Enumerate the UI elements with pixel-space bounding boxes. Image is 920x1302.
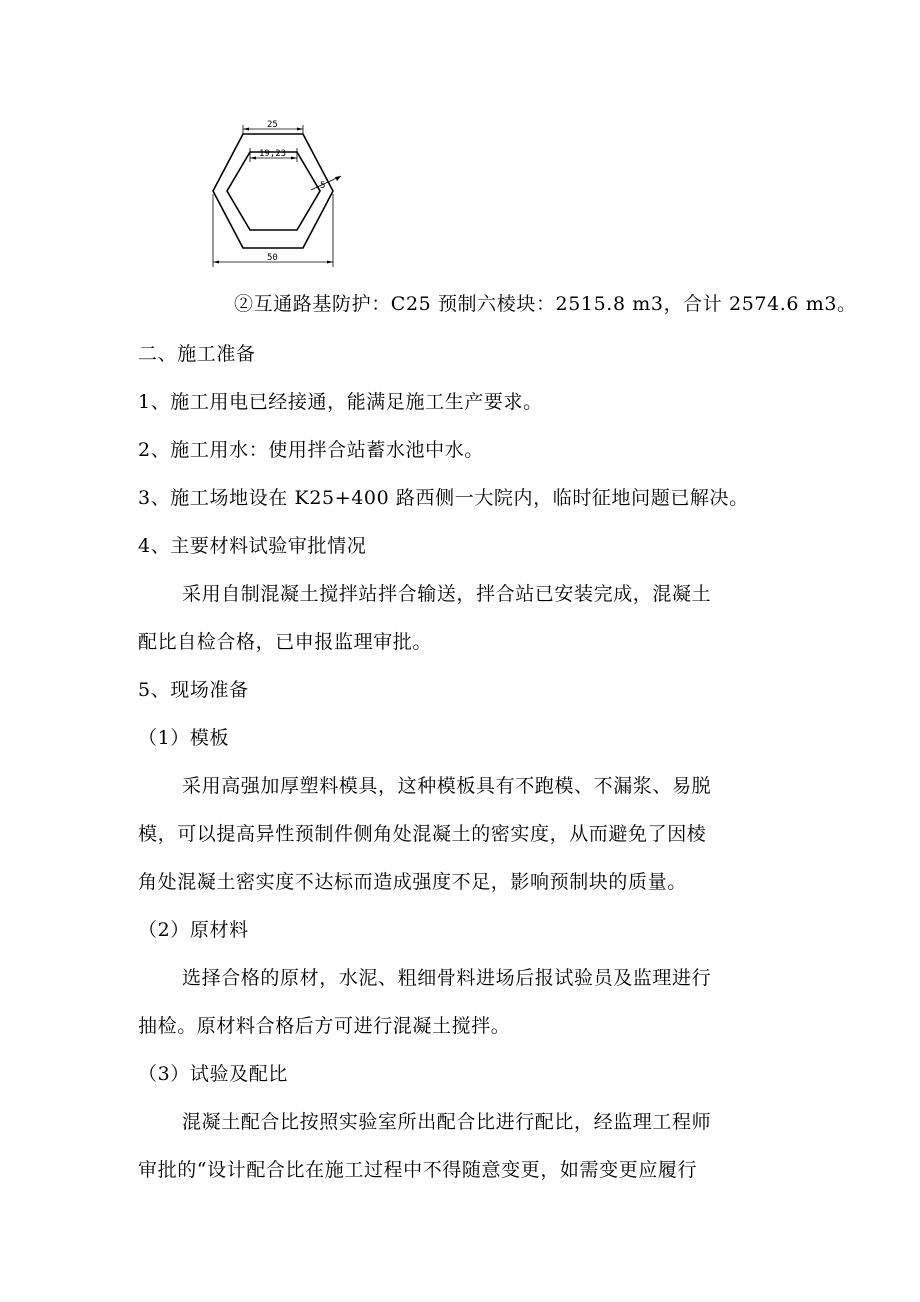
dim-bottom-arrow-left [213,261,219,264]
paragraph-line: 采用自制混凝土搅拌站拌合输送，拌合站已安装完成，混凝土 [182,583,712,605]
dim-top-arrow-right [297,128,303,131]
paragraph-line: 配比自检合格，已申报监理审批。 [138,631,433,653]
dim-inner-arrow-right [291,157,297,160]
dim-inner-label: 19,23 [259,149,287,159]
hexagon-block-drawing [205,112,350,272]
list-item-5: 5、现场准备 [138,679,249,701]
list-item-2: 2、施工用水：使用拌合站蓄水池中水。 [138,439,484,461]
paragraph-line: 抽检。原材料合格后方可进行混凝土搅拌。 [138,1015,511,1037]
subheading-3: （3）试验及配比 [138,1063,288,1085]
dim-top-arrow-left [243,128,249,131]
subheading-1: （1）模板 [138,727,230,749]
paragraph-line: 采用高强加厚塑料模具，这种模板具有不跑模、不漏浆、易脱 [182,775,712,797]
figure-caption: ②互通路基防护：C25 预制六棱块：2515.8 m3，合计 2574.6 m3。 [234,293,857,315]
dim-inner-arrow-left [250,157,256,160]
dim-bottom-arrow-right [327,261,333,264]
hexagon-drawing-svg [205,112,350,272]
subheading-2: （2）原材料 [138,919,249,941]
list-item-4: 4、主要材料试验审批情况 [138,535,367,557]
paragraph-line: 角处混凝土密实度不达标而造成强度不足，影响预制块的质量。 [138,871,687,893]
paragraph-line: 模，可以提高异性预制件侧角处混凝土的密实度，从而避免了因棱 [138,823,707,845]
dim-side-label: 5 [320,181,326,191]
paragraph-line: 选择合格的原材，水泥、粗细骨料进场后报试验员及监理进行 [182,967,712,989]
dim-side-arrow [335,176,341,181]
dim-top-label: 25 [267,120,278,130]
list-item-1: 1、施工用电已经接通，能满足施工生产要求。 [138,391,543,413]
list-item-3: 3、施工场地设在 K25+400 路西侧一大院内，临时征地问题已解决。 [138,487,749,509]
inner-hexagon [227,152,320,230]
section-heading-2: 二、施工准备 [138,343,256,365]
dim-bottom-label: 50 [267,253,278,263]
paragraph-line: 审批的“设计配合比在施工过程中不得随意变更，如需变更应履行 [138,1159,698,1181]
paragraph-line: 混凝土配合比按照实验室所出配合比进行配比，经监理工程师 [182,1111,712,1133]
